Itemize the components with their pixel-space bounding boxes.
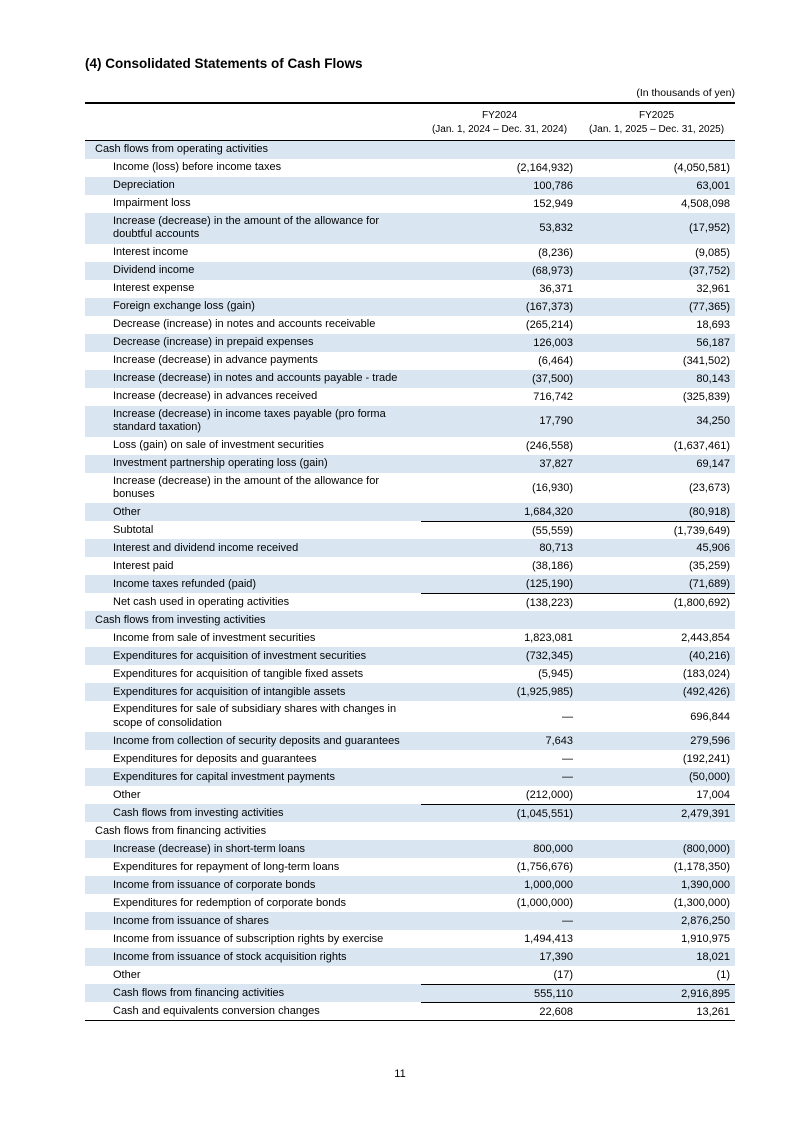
table-row: [85, 455, 735, 473]
row-label: Net cash used in operating activities: [113, 595, 290, 608]
table-body: [85, 141, 735, 1020]
table-row: [85, 966, 735, 984]
document-content: [85, 56, 735, 1021]
fy2025-value: 2,443,854: [681, 632, 730, 645]
fy2025-value: 56,187: [696, 336, 730, 349]
table-row: [85, 1002, 735, 1020]
row-label: Expenditures for sale of subsidiary shares with changes in scope of consolidation: [113, 703, 397, 729]
fy2025-value: (80,918): [689, 506, 730, 519]
fy2024-value: 1,823,081: [524, 632, 573, 645]
fy2025-value: (35,259): [689, 560, 730, 573]
fy2025-value: (37,752): [689, 264, 730, 277]
page-number: 11: [394, 1068, 406, 1080]
table-row: [85, 177, 735, 195]
fy2024-value: 80,713: [539, 542, 573, 555]
row-label: Foreign exchange loss (gain): [113, 300, 255, 313]
row-label: Dividend income: [113, 264, 195, 277]
fy2024-label: FY2024: [481, 110, 518, 121]
row-label: Income from issuance of shares: [113, 914, 269, 927]
fy2024-value: 100,786: [533, 180, 573, 192]
fy2025-value: 2,876,250: [681, 915, 730, 928]
fy2025-value: 4,508,098: [681, 198, 730, 210]
fy2025-value: (325,839): [682, 390, 730, 403]
fy2024-value: (6,464): [538, 354, 573, 367]
fy2024-value: (212,000): [525, 789, 573, 802]
table-row: [85, 388, 735, 406]
table-row: [85, 473, 735, 504]
fy2025-value: (77,365): [689, 300, 730, 313]
fy2025-value: 63,001: [696, 180, 730, 192]
row-label: Investment partnership operating loss (gain): [113, 456, 328, 469]
row-label: Cash flows from investing activities: [113, 806, 284, 819]
fy2024-value: 36,371: [539, 282, 573, 295]
row-label: Subtotal: [113, 523, 154, 536]
table-row: [85, 437, 735, 455]
fy2024-value: [421, 611, 578, 629]
fy2024-value: (5,945): [538, 668, 573, 681]
row-label: Depreciation: [113, 179, 175, 192]
fy2025-value: 34,250: [696, 415, 730, 428]
row-label: Income (loss) before income taxes: [113, 161, 282, 174]
fy2024-value: 126,003: [533, 336, 573, 349]
fy2025-value: 32,961: [696, 282, 730, 295]
row-label: Cash flows from investing activities: [95, 613, 266, 626]
row-label: Increase (decrease) in the amount of the allowance for bonuses: [113, 474, 379, 501]
table-row: [85, 262, 735, 280]
row-label: Decrease (increase) in notes and accounts receivable: [113, 318, 376, 331]
table-row: [85, 786, 735, 804]
fy2025-value: (1,300,000): [673, 897, 730, 910]
table-row: [85, 768, 735, 786]
table-row: [85, 732, 735, 750]
section-row: [85, 141, 735, 159]
row-label: Cash and equivalents conversion changes: [113, 1004, 320, 1017]
fy2024-value: (732,345): [525, 650, 573, 663]
fy2024-value: 555,110: [421, 984, 578, 1002]
row-label: Income from sale of investment securities: [113, 631, 316, 644]
fy2024-value: (68,973): [532, 264, 573, 277]
fy2024-value: 37,827: [539, 457, 573, 470]
fy2025-value: 1,390,000: [681, 879, 730, 892]
fy2024-value: (17): [553, 969, 573, 982]
fy2024-value: —: [562, 771, 573, 784]
fy2025-value: 80,143: [696, 372, 730, 385]
document-title: (4) Consolidated Statements of Cash Flows: [85, 56, 363, 71]
table-row: [85, 629, 735, 647]
fy2024-value: (265,214): [525, 318, 573, 331]
row-label: Income from collection of security deposits and guarantees: [113, 734, 400, 747]
row-label: Expenditures for redemption of corporate bonds: [113, 896, 346, 909]
table-row: [85, 948, 735, 966]
fy2025-period: (Jan. 1, 2025 – Dec. 31, 2025): [588, 123, 725, 135]
fy2025-value: (4,050,581): [673, 162, 730, 174]
fy2024-value: 7,643: [545, 735, 573, 748]
table-row: [85, 984, 735, 1002]
unit-note: (In thousands of yen): [636, 87, 735, 99]
row-label: Interest income: [113, 246, 189, 259]
row-label: Income from issuance of corporate bonds: [113, 878, 316, 891]
fy2025-value: (192,241): [682, 753, 730, 766]
fy2025-column-header: [578, 109, 735, 136]
row-label: Income taxes refunded (paid): [113, 577, 257, 590]
fy2025-value: (183,024): [682, 668, 730, 681]
fy2024-period: (Jan. 1, 2024 – Dec. 31, 2024): [431, 123, 568, 135]
fy2025-value: (40,216): [689, 650, 730, 663]
header-label-spacer: [85, 109, 421, 136]
fy2025-value: 2,916,895: [578, 984, 735, 1002]
table-row: [85, 280, 735, 298]
row-label: Increase (decrease) in advance payments: [113, 354, 318, 367]
row-label: Expenditures for acquisition of tangible fixed assets: [113, 667, 364, 680]
fy2024-column-header: [421, 109, 578, 136]
fy2024-value: 53,832: [539, 222, 573, 235]
table-row: [85, 750, 735, 768]
table-row: [85, 840, 735, 858]
fy2024-value: (2,164,932): [516, 162, 573, 174]
table-row: [85, 858, 735, 876]
fy2024-value: 1,000,000: [524, 879, 573, 892]
fy2025-value: (1,800,692): [578, 593, 735, 611]
fy2025-value: (800,000): [682, 843, 730, 856]
fy2025-value: 18,021: [696, 951, 730, 964]
fy2024-value: —: [562, 753, 573, 766]
fy2024-value: 716,742: [533, 390, 573, 403]
fy2024-value: 17,390: [539, 951, 573, 964]
fy2024-value: (8,236): [538, 246, 573, 259]
fy2024-value: (16,930): [532, 482, 573, 495]
fy2024-value: —: [562, 710, 573, 723]
fy2025-value: 2,479,391: [578, 804, 735, 822]
fy2025-value: 696,844: [690, 710, 730, 723]
fy2024-value: (138,223): [421, 593, 578, 611]
row-label: Other: [113, 968, 141, 981]
fy2025-value: (17,952): [689, 222, 730, 235]
fy2024-value: (1,925,985): [516, 686, 573, 699]
fy2024-value: (1,756,676): [516, 861, 573, 874]
fy2024-value: 22,608: [421, 1002, 578, 1020]
row-label: Income from issuance of stock acquisition rights: [113, 950, 347, 963]
fy2024-value: 1,684,320: [524, 506, 573, 519]
fy2025-value: (1,739,649): [578, 521, 735, 539]
row-label: Cash flows from operating activities: [95, 143, 269, 156]
table-row: [85, 539, 735, 557]
row-label: Other: [113, 505, 141, 518]
fy2024-value: (55,559): [421, 521, 578, 539]
section-row: [85, 822, 735, 840]
row-label: Increase (decrease) in advances received: [113, 390, 318, 403]
table-row: [85, 701, 735, 732]
table-row: [85, 159, 735, 177]
fy2025-value: (1,178,350): [673, 861, 730, 874]
row-label: Expenditures for acquisition of intangible assets: [113, 685, 346, 698]
fy2025-value: (23,673): [689, 482, 730, 495]
fy2025-value: 18,693: [696, 318, 730, 331]
row-label: Increase (decrease) in notes and accounts payable - trade: [113, 372, 398, 385]
row-label: Cash flows from financing activities: [95, 824, 267, 837]
table-row: [85, 195, 735, 213]
fy2025-value: [578, 141, 735, 159]
table-row: [85, 683, 735, 701]
fy2025-value: (1,637,461): [673, 439, 730, 452]
table-row: [85, 406, 735, 437]
table-row: [85, 930, 735, 948]
row-label: Interest expense: [113, 282, 195, 295]
fy2025-value: 69,147: [696, 457, 730, 470]
row-label: Increase (decrease) in the amount of the allowance for doubtful accounts: [113, 215, 379, 241]
table-row: [85, 593, 735, 611]
fy2024-value: (1,045,551): [421, 804, 578, 822]
row-label: Expenditures for capital investment payments: [113, 770, 335, 783]
fy2024-value: 17,790: [539, 415, 573, 428]
fy2025-value: [578, 822, 735, 840]
row-label: Loss (gain) on sale of investment securities: [113, 438, 324, 451]
fy2025-value: 45,906: [696, 542, 730, 555]
fy2025-value: (9,085): [695, 246, 730, 259]
table-row: [85, 298, 735, 316]
table-row: [85, 521, 735, 539]
section-row: [85, 611, 735, 629]
row-label: Expenditures for acquisition of investment securities: [113, 649, 367, 662]
fy2025-value: (50,000): [689, 771, 730, 784]
fy2025-label: FY2025: [638, 110, 675, 121]
fy2024-value: 800,000: [533, 843, 573, 856]
fy2024-value: (37,500): [532, 372, 573, 385]
row-label: Cash flows from financing activities: [113, 986, 285, 999]
fy2024-value: 1,494,413: [524, 933, 573, 946]
table-row: [85, 557, 735, 575]
table-row: [85, 912, 735, 930]
fy2024-value: 152,949: [533, 198, 573, 210]
table-row: [85, 316, 735, 334]
row-label: Impairment loss: [113, 197, 191, 210]
fy2025-value: 13,261: [578, 1002, 735, 1020]
row-label: Increase (decrease) in income taxes payable (pro forma standard taxation): [113, 407, 386, 434]
table-row: [85, 370, 735, 388]
fy2025-value: (71,689): [689, 578, 730, 591]
fy2025-value: (492,426): [682, 686, 730, 699]
table-row: [85, 334, 735, 352]
row-label: Interest and dividend income received: [113, 541, 299, 554]
fy2025-value: [578, 611, 735, 629]
row-label: Increase (decrease) in short-term loans: [113, 842, 305, 855]
row-label: Expenditures for deposits and guarantees: [113, 752, 317, 765]
table-row: [85, 213, 735, 244]
row-label: Other: [113, 788, 141, 801]
table-row: [85, 352, 735, 370]
fy2024-value: [421, 822, 578, 840]
fy2024-value: (38,186): [532, 560, 573, 573]
fy2025-value: 17,004: [696, 789, 730, 802]
row-label: Interest paid: [113, 559, 174, 572]
fy2024-value: —: [562, 915, 573, 928]
row-label: Expenditures for repayment of long-term loans: [113, 860, 340, 873]
table-row: [85, 894, 735, 912]
table-header: [85, 104, 735, 141]
table-row: [85, 647, 735, 665]
row-label: Decrease (increase) in prepaid expenses: [113, 336, 314, 349]
table-row: [85, 804, 735, 822]
fy2024-value: [421, 141, 578, 159]
fy2024-value: (167,373): [525, 300, 573, 313]
fy2025-value: 1,910,975: [681, 933, 730, 946]
table-row: [85, 575, 735, 593]
table-row: [85, 503, 735, 521]
fy2025-value: (341,502): [682, 354, 730, 367]
fy2025-value: 279,596: [690, 735, 730, 748]
table-row: [85, 876, 735, 894]
fy2024-value: (1,000,000): [516, 897, 573, 910]
fy2024-value: (125,190): [525, 578, 573, 591]
cash-flow-table: [85, 102, 735, 1021]
row-label: Income from issuance of subscription rights by exercise: [113, 932, 384, 945]
fy2024-value: (246,558): [525, 439, 573, 452]
table-row: [85, 665, 735, 683]
fy2025-value: (1): [716, 969, 730, 982]
table-row: [85, 244, 735, 262]
